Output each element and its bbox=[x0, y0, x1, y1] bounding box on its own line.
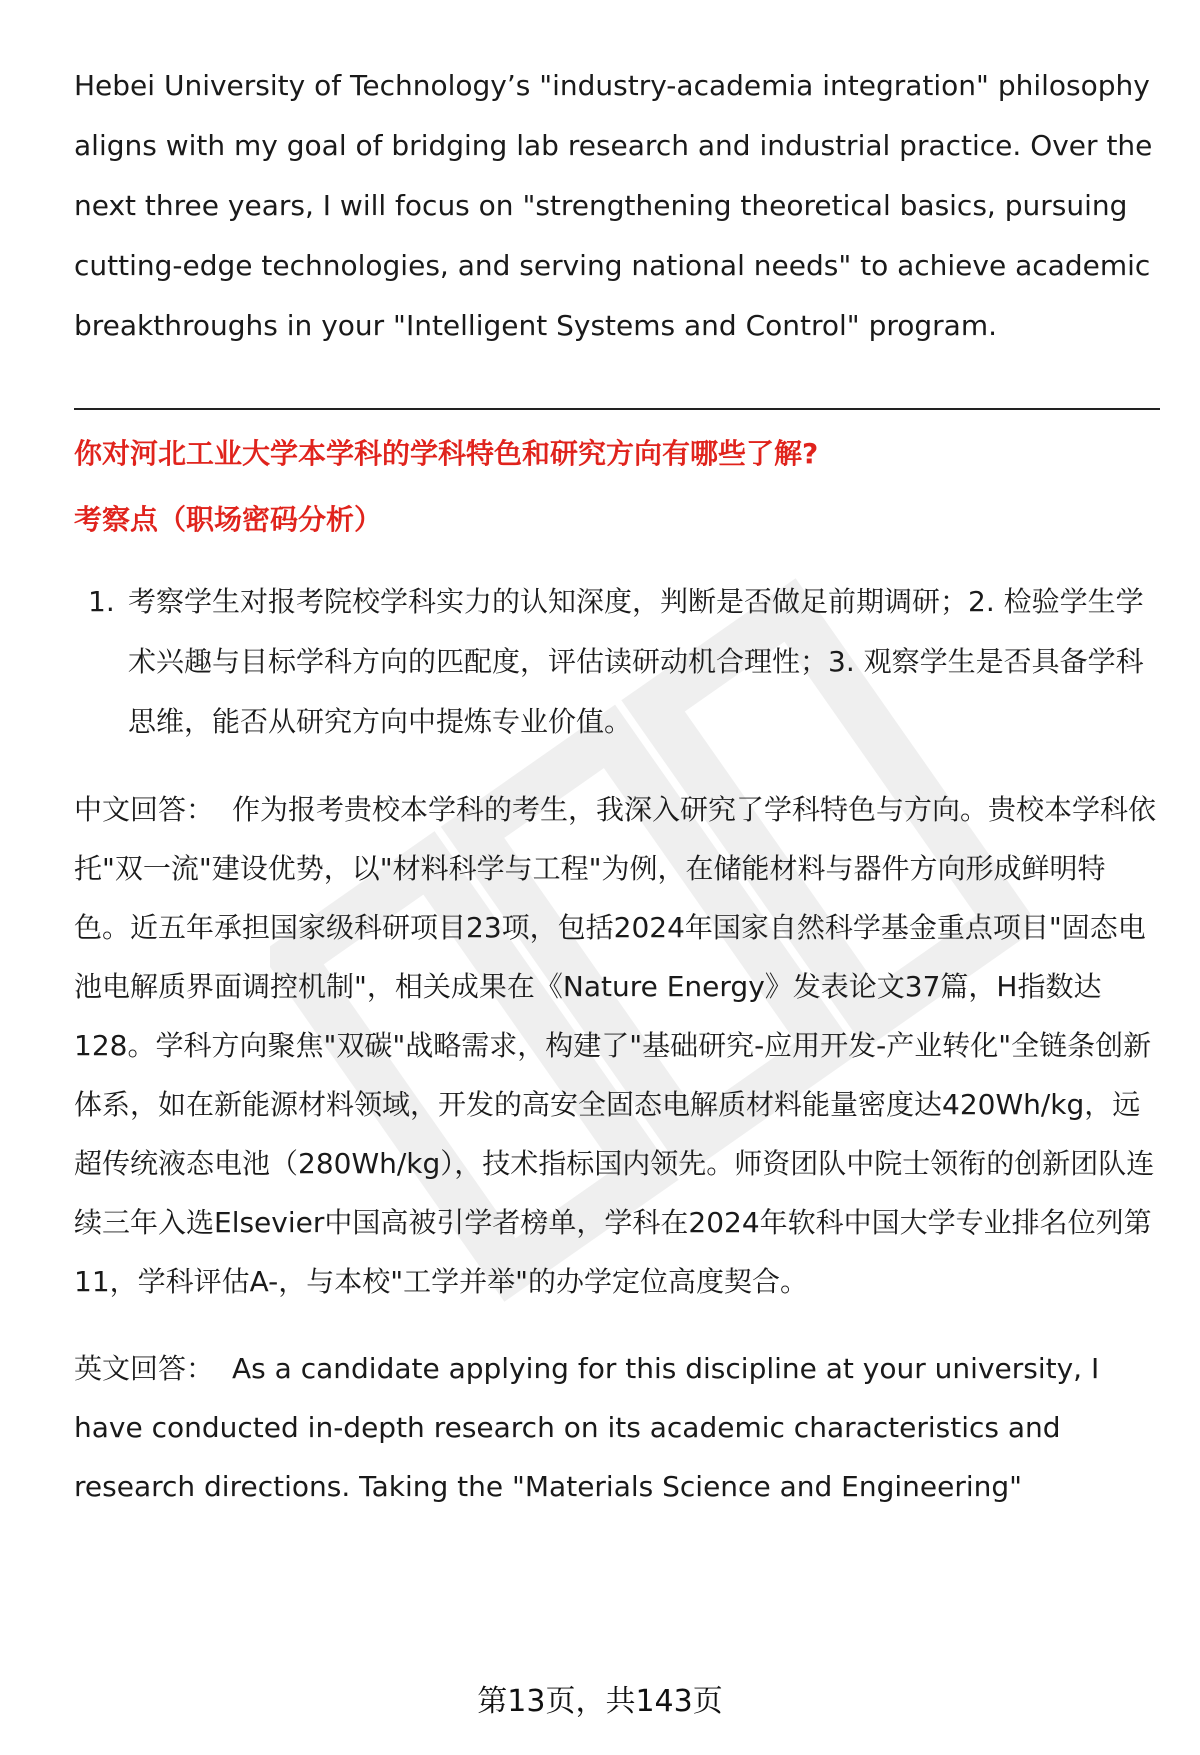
assessment-points-list bbox=[74, 572, 1160, 752]
list-item-number: 1. bbox=[88, 585, 115, 618]
page-content bbox=[74, 56, 1160, 1516]
list-item bbox=[74, 572, 1160, 752]
list-item-text: 考察学生对报考院校学科实力的认知深度，判断是否做足前期调研；2. 检验学生学术兴趣与目标学科方向的匹配度，评估读研动机合理性；3. 观察学生是否具备学科思维，能否从研究方向中提炼专业价值。 bbox=[128, 585, 1144, 738]
english-answer-paragraph bbox=[74, 1339, 1160, 1516]
english-answer-text: As a candidate applying for this discipline at your university, I have conducted in-depth research on its academic characteristics and research directions. Taking the "Materials Science and Engineering" bbox=[74, 1352, 1100, 1503]
intro-english-paragraph: Hebei University of Technology’s "industry-academia integration" philosophy aligns with my goal of bridging lab research and industrial practice. Over the next three years, I will focus on "strengthening theoretical basics, pursuing cutting-edge technologies, and serving national needs" to achieve academic breakthroughs in your "Intelligent Systems and Control" program. bbox=[74, 69, 1153, 342]
chinese-answer-paragraph bbox=[74, 780, 1160, 1311]
question-heading: 你对河北工业大学本学科的学科特色和研究方向有哪些了解? bbox=[74, 437, 819, 470]
chinese-answer-text: 作为报考贵校本学科的考生，我深入研究了学科特色与方向。贵校本学科依托"双一流"建设优势，以"材料科学与工程"为例，在储能材料与器件方向形成鲜明特色。近五年承担国家级科研项目23项，包括2024年国家自然科学基金重点项目"固态电池电解质界面调控机制"，相关成果在《Nature Energy》发表论文37篇，H指数达128。学科方向聚焦"双碳"战略需求，构建了"基础研究-应用开发-产业转化"全链条创新体系，如在新能源材料领域，开发的高安全固态电解质材料能量密度达420Wh/kg，远超传统液态电池（280Wh/kg），技术指标国内领先。师资团队中院士领衔的创新团队连续三年入选Elsevier中国高被引学者榜单，学科在2024年软科中国大学专业排名位列第11，学科评估A-，与本校"工学并举"的办学定位高度契合。 bbox=[74, 793, 1157, 1298]
page-number-footer: 第13页，共143页 bbox=[477, 1684, 723, 1719]
english-answer-label: 英文回答： bbox=[74, 1352, 215, 1385]
section-divider bbox=[74, 408, 1160, 410]
assessment-points-heading: 考察点（职场密码分析） bbox=[74, 503, 383, 536]
chinese-answer-label: 中文回答： bbox=[74, 793, 215, 826]
